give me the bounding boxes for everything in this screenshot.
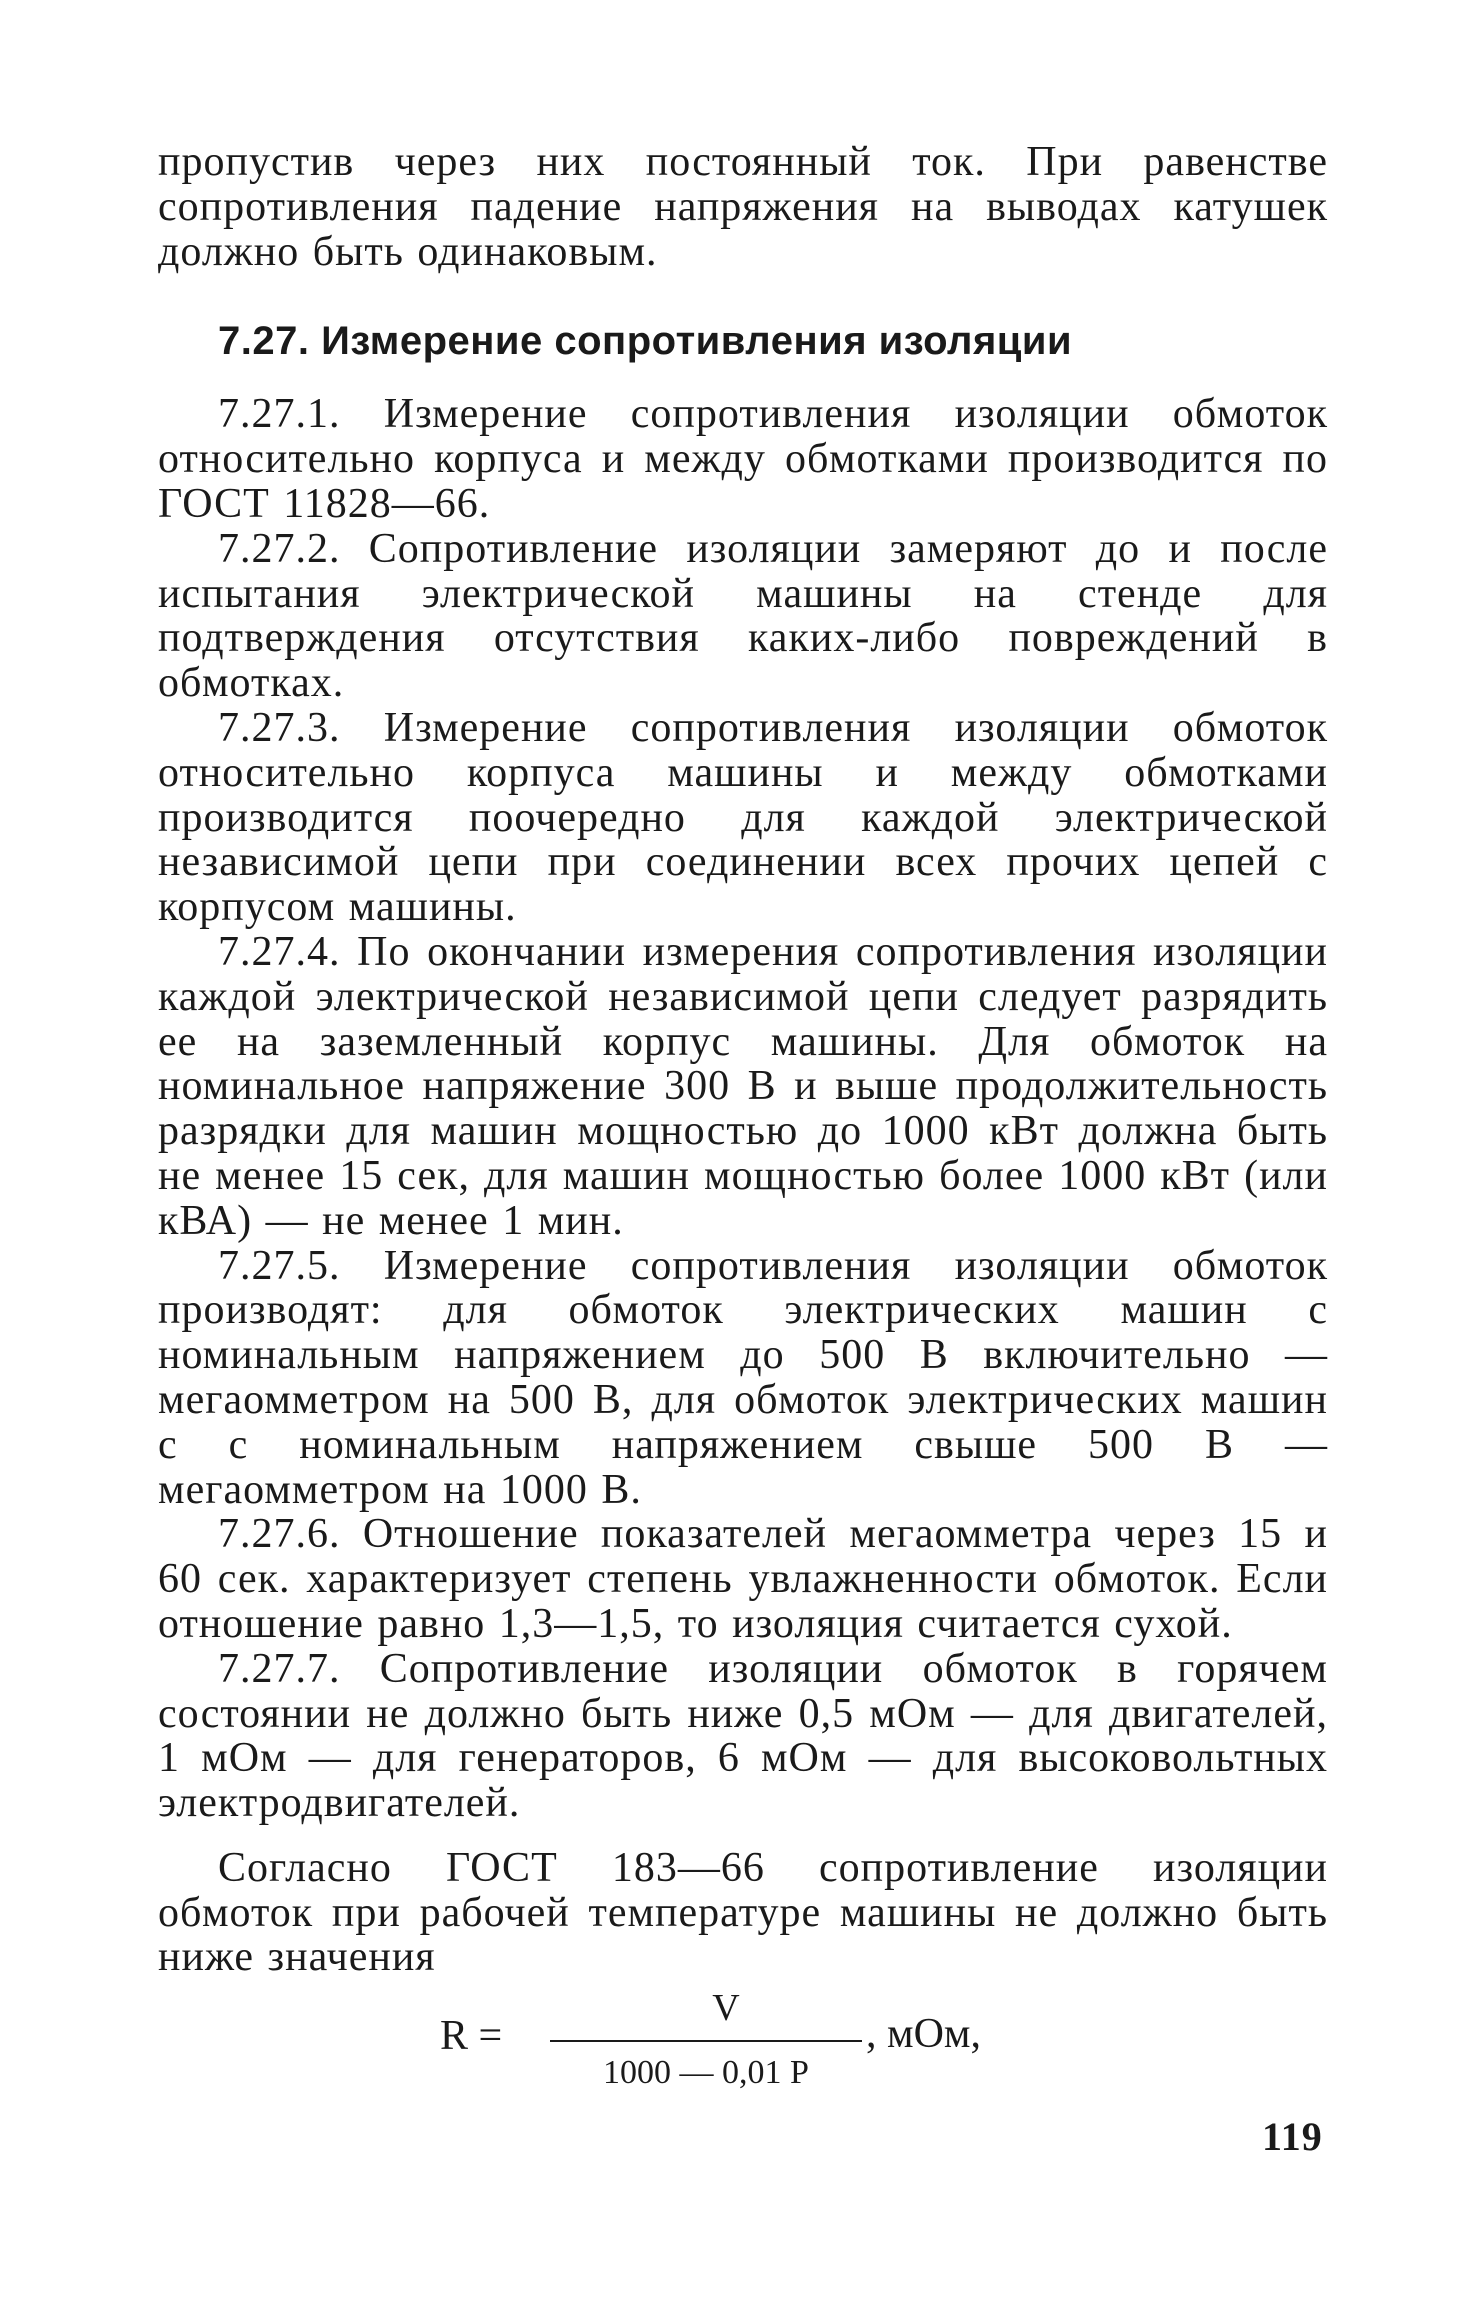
paragraph-7-27-6: 7.27.6. Отношение показателей мегаомметра через 15 и 60 сек. характеризует степень увлажненности обмоток. Если отношение равно 1,3—1,5, то изоляция считается сухой. xyxy=(158,1511,1328,1647)
paragraph-7-27-3: 7.27.3. Измерение сопротивления изоляции обмоток относительно корпуса машины и между обмотками производится поочередно для каждой электрической независимой цепи при соединении всех прочих цепей с корпусом машины. xyxy=(158,704,1328,931)
section-number: 7.27. xyxy=(218,319,310,364)
section-heading xyxy=(158,318,1328,364)
formula-numerator: V xyxy=(712,1987,740,2030)
book-page xyxy=(158,140,1328,2098)
paragraph-7-27-7: 7.27.7. Сопротивление изоляции обмоток в горячем состоянии не должно быть ниже 0,5 мОм — для двигателей, 1 мОм — для генераторов, 6 мОм — для высоковольтных электродвигателей. xyxy=(158,1645,1328,1827)
section-title: Измерение сопротивления изоляции xyxy=(321,319,1073,364)
paragraph-7-27-5: 7.27.5. Измерение сопротивления изоляции обмоток производят: для обмоток электрических машин с номинальным напряжением до 500 В включительно — мегаомметром на 500 В, для обмоток электрических машин с с номинальным напряжением свыше 500 В — мегаомметром на 1000 В. xyxy=(158,1242,1328,1513)
formula-denominator: 1000 — 0,01 P xyxy=(603,2054,809,2092)
formula-lhs: R = xyxy=(440,2013,503,2060)
intro-paragraph: пропустив через них постоянный ток. При равенстве сопротивления падение напряжения на выводах катушек должно быть одинаковым. xyxy=(158,139,1328,275)
closing-paragraph: Согласно ГОСТ 183—66 сопротивление изоляции обмоток при рабочей температуре машины не должно быть ниже значения xyxy=(158,1844,1328,1981)
paragraph-7-27-4: 7.27.4. По окончании измерения сопротивления изоляции каждой электрической независимой цепи следует разрядить ее на заземленный корпус машины. Для обмоток на номинальное напряжение 300 В и выше продолжительность разрядки для машин мощностью до 1000 кВт должна быть не менее 15 сек, для машин мощностью более 1000 кВт (или кВА) — не менее 1 мин. xyxy=(158,928,1328,1244)
paragraph-7-27-2: 7.27.2. Сопротивление изоляции замеряют до и после испытания электрической машины на стенде для подтверждения отсутствия каких-либо повреждений в обмотках. xyxy=(158,525,1328,707)
resistance-formula xyxy=(158,1988,1328,2098)
formula-fraction xyxy=(550,1988,862,2094)
page-number: 119 xyxy=(1262,2114,1323,2159)
formula-unit: , мОм, xyxy=(866,2011,981,2058)
fraction-bar xyxy=(550,2040,862,2042)
paragraph-7-27-1: 7.27.1. Измерение сопротивления изоляции обмоток относительно корпуса и между обмотками производится по ГОСТ 11828—66. xyxy=(158,391,1328,527)
